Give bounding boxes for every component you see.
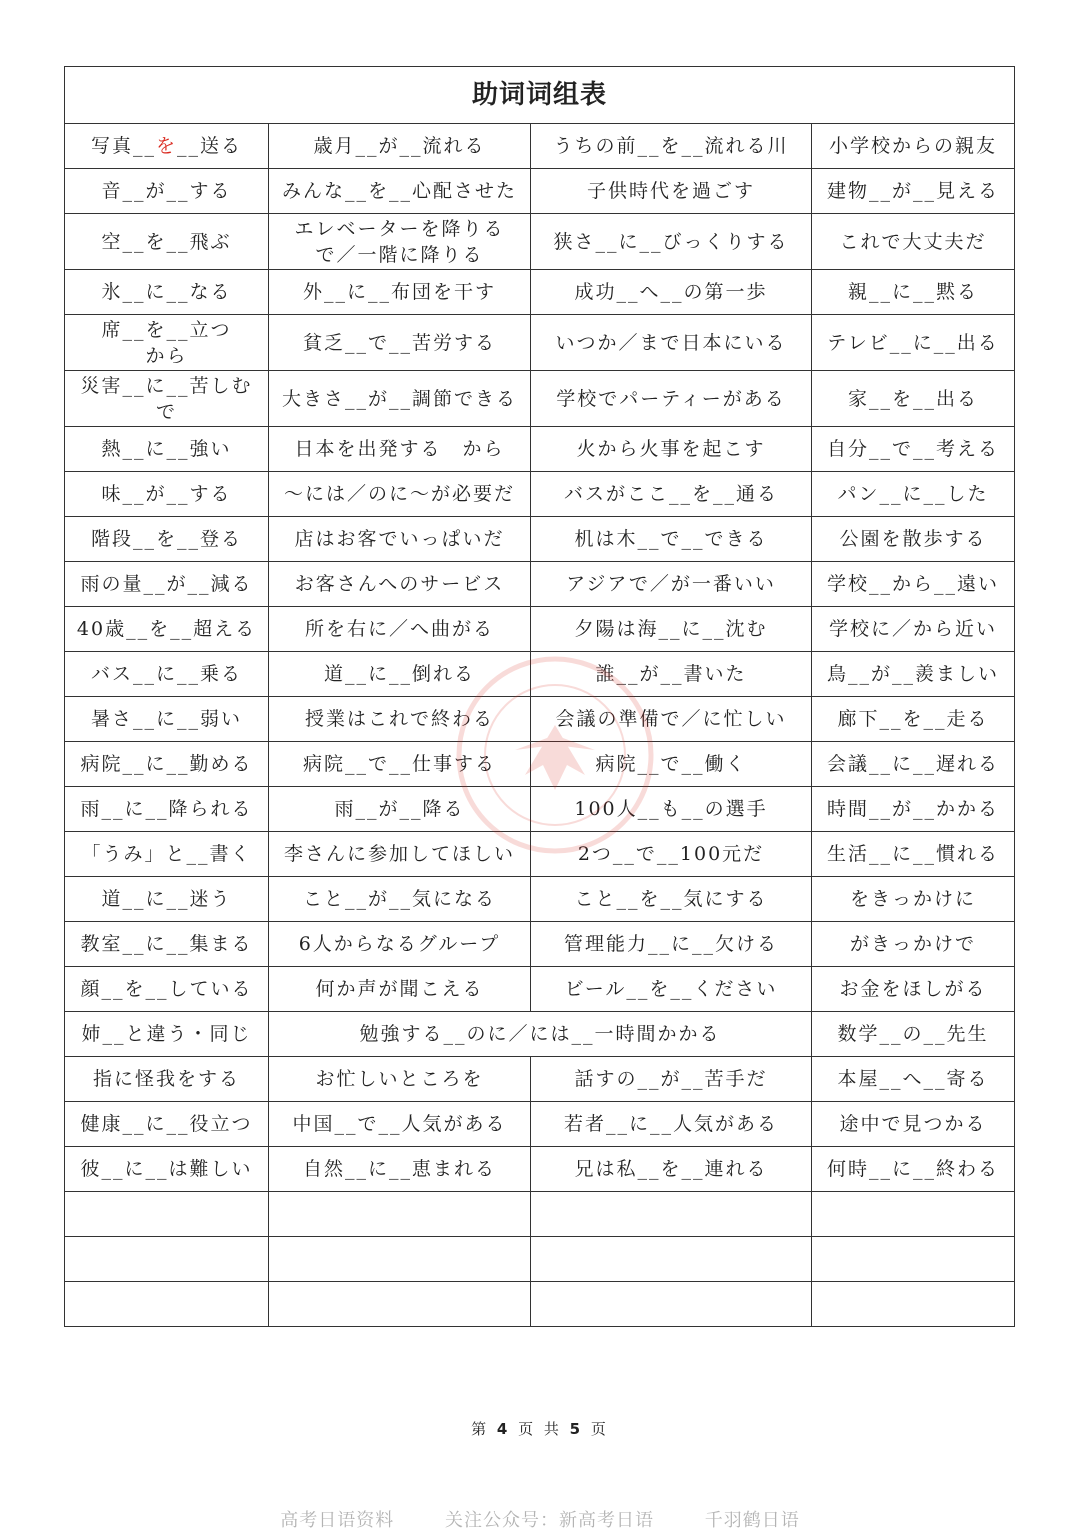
table-row (65, 517, 1015, 562)
table-cell: 40歳__を__超える (65, 607, 269, 652)
table-cell (65, 1192, 269, 1237)
table-cell: 6人からなるグループ (269, 922, 531, 967)
table-row (65, 1192, 1015, 1237)
table-cell: 写真__を__送る (65, 124, 269, 169)
table-cell: 李さんに参加してほしい (269, 832, 531, 877)
table-row (65, 877, 1015, 922)
table-cell: 会議__に__遅れる (812, 742, 1015, 787)
page-number (0, 1418, 1080, 1439)
page-footer (0, 1506, 1080, 1532)
table-cell: 家__を__出る (812, 371, 1015, 427)
table-cell: 鳥__が__羨ましい (812, 652, 1015, 697)
table-cell: お忙しいところを (269, 1057, 531, 1102)
table-row (65, 1102, 1015, 1147)
table-cell: 災害__に__苦しむ で (65, 371, 269, 427)
watermark-seal-icon (455, 655, 655, 855)
table-cell: こと__が__気になる (269, 877, 531, 922)
table-cell: バス__に__乗る (65, 652, 269, 697)
table-cell: 姉__と違う・同じ (65, 1012, 269, 1057)
table-row (65, 967, 1015, 1012)
table-cell: いつか／まで日本にいる (531, 315, 812, 371)
table-cell: 勉強する__のに／には__一時間かかる (269, 1012, 812, 1057)
table-cell: をきっかけに (812, 877, 1015, 922)
total-pages: 5 (569, 1420, 584, 1438)
table-row (65, 427, 1015, 472)
footer-middle: 关注公众号：新高考日语 (445, 1510, 654, 1531)
table-cell: 雨__に__降られる (65, 787, 269, 832)
table-cell: 学校__から__遠い (812, 562, 1015, 607)
table-row (65, 270, 1015, 315)
table-row (65, 1237, 1015, 1282)
page-label-of: 页 共 (518, 1420, 562, 1438)
table-cell: 病院__に__勤める (65, 742, 269, 787)
table-cell: アジアで／が一番いい (531, 562, 812, 607)
table-cell: 夕陽は海__に__沈む (531, 607, 812, 652)
table-cell: お金をほしがる (812, 967, 1015, 1012)
table-cell: 何時__に__終わる (812, 1147, 1015, 1192)
table-cell: 自分__で__考える (812, 427, 1015, 472)
table-title: 助词词组表 (65, 67, 1015, 124)
table-cell (269, 1237, 531, 1282)
table-cell: 道__に__倒れる (269, 652, 531, 697)
table-cell: 歳月__が__流れる (269, 124, 531, 169)
table-cell: 数学__の__先生 (812, 1012, 1015, 1057)
table-cell: ～には／のに～が必要だ (269, 472, 531, 517)
current-page: 4 (496, 1420, 511, 1438)
table-row (65, 169, 1015, 214)
table-cell (531, 1282, 812, 1327)
table-cell: みんな__を__心配させた (269, 169, 531, 214)
table-cell: こと__を__気にする (531, 877, 812, 922)
table-cell: 雨__が__降る (269, 787, 531, 832)
page-label-suffix: 页 (590, 1420, 609, 1438)
table-cell: 階段__を__登る (65, 517, 269, 562)
page-label-prefix: 第 (471, 1420, 490, 1438)
table-row (65, 1147, 1015, 1192)
table-cell (269, 1282, 531, 1327)
table-cell: 成功__へ__の第一歩 (531, 270, 812, 315)
table-cell: 管理能力__に__欠ける (531, 922, 812, 967)
table-cell: 病院__で__働く (531, 742, 812, 787)
table-cell: 店はお客でいっぱいだ (269, 517, 531, 562)
table-cell: 顔__を__している (65, 967, 269, 1012)
table-row (65, 1282, 1015, 1327)
table-cell: これで大丈夫だ (812, 214, 1015, 270)
table-cell (812, 1192, 1015, 1237)
table-cell: 親__に__黙る (812, 270, 1015, 315)
table-row (65, 124, 1015, 169)
footer-left: 高考日语资料 (280, 1510, 395, 1531)
table-cell: 教室__に__集まる (65, 922, 269, 967)
table-cell: 学校でパーティーがある (531, 371, 812, 427)
table-cell: 健康__に__役立つ (65, 1102, 269, 1147)
table-row (65, 607, 1015, 652)
table-cell: 「うみ」と__書く (65, 832, 269, 877)
table-cell: 大きさ__が__調節できる (269, 371, 531, 427)
table-cell (65, 1282, 269, 1327)
table-row (65, 371, 1015, 427)
table-row (65, 1057, 1015, 1102)
table-cell: 道__に__迷う (65, 877, 269, 922)
table-cell: バスがここ__を__通る (531, 472, 812, 517)
footer-right: 千羽鹤日语 (704, 1510, 800, 1531)
highlighted-particle: を (155, 135, 177, 157)
table-cell: 音__が__する (65, 169, 269, 214)
table-cell (812, 1282, 1015, 1327)
table-cell: 誰__が__書いた (531, 652, 812, 697)
table-cell: エレベーターを降りる で／一階に降りる (269, 214, 531, 270)
table-cell: 火から火事を起こす (531, 427, 812, 472)
table-cell: 子供時代を過ごす (531, 169, 812, 214)
table-row (65, 1012, 1015, 1057)
table-cell: 授業はこれで終わる (269, 697, 531, 742)
table-cell: 建物__が__見える (812, 169, 1015, 214)
table-cell: 会議の準備で／に忙しい (531, 697, 812, 742)
table-cell: 味__が__する (65, 472, 269, 517)
table-cell: 氷__に__なる (65, 270, 269, 315)
table-row (65, 472, 1015, 517)
table-cell (531, 1237, 812, 1282)
table-cell: 廊下__を__走る (812, 697, 1015, 742)
table-cell (812, 1237, 1015, 1282)
table-cell: 兄は私__を__連れる (531, 1147, 812, 1192)
table-cell: うちの前__を__流れる川 (531, 124, 812, 169)
table-cell: お客さんへのサービス (269, 562, 531, 607)
table-cell: 100人__も__の選手 (531, 787, 812, 832)
table-row (65, 922, 1015, 967)
table-cell (269, 1192, 531, 1237)
table-cell: 狭さ__に__びっくりする (531, 214, 812, 270)
table-cell (531, 1192, 812, 1237)
table-row (65, 562, 1015, 607)
table-cell: 外__に__布団を干す (269, 270, 531, 315)
table-row (65, 315, 1015, 371)
table-cell: 席__を__立つ から (65, 315, 269, 371)
table-cell: 生活__に__慣れる (812, 832, 1015, 877)
table-cell: 何か声が聞こえる (269, 967, 531, 1012)
table-cell: 熱__に__強い (65, 427, 269, 472)
table-cell: 学校に／から近い (812, 607, 1015, 652)
table-cell: パン__に__した (812, 472, 1015, 517)
table-cell: 貧乏__で__苦労する (269, 315, 531, 371)
table-cell: 公園を散歩する (812, 517, 1015, 562)
table-cell: ビール__を__ください (531, 967, 812, 1012)
table-cell (65, 1237, 269, 1282)
table-cell: 所を右に／へ曲がる (269, 607, 531, 652)
table-cell: 中国__で__人気がある (269, 1102, 531, 1147)
table-cell: 自然__に__恵まれる (269, 1147, 531, 1192)
table-cell: 空__を__飛ぶ (65, 214, 269, 270)
table-cell: 彼__に__は難しい (65, 1147, 269, 1192)
table-cell: 時間__が__かかる (812, 787, 1015, 832)
table-cell: 若者__に__人気がある (531, 1102, 812, 1147)
table-cell: 病院__で__仕事する (269, 742, 531, 787)
table-cell: がきっかけで (812, 922, 1015, 967)
table-cell: 日本を出発する から (269, 427, 531, 472)
table-cell: 机は木__で__できる (531, 517, 812, 562)
table-cell: 指に怪我をする (65, 1057, 269, 1102)
table-cell: 雨の量__が__減る (65, 562, 269, 607)
table-cell: 本屋__へ__寄る (812, 1057, 1015, 1102)
table-cell: 途中で見つかる (812, 1102, 1015, 1147)
table-cell: 2つ__で__100元だ (531, 832, 812, 877)
table-cell: 小学校からの親友 (812, 124, 1015, 169)
table-cell: 暑さ__に__弱い (65, 697, 269, 742)
table-cell: テレビ__に__出る (812, 315, 1015, 371)
table-cell: 話すの__が__苦手だ (531, 1057, 812, 1102)
table-row (65, 214, 1015, 270)
